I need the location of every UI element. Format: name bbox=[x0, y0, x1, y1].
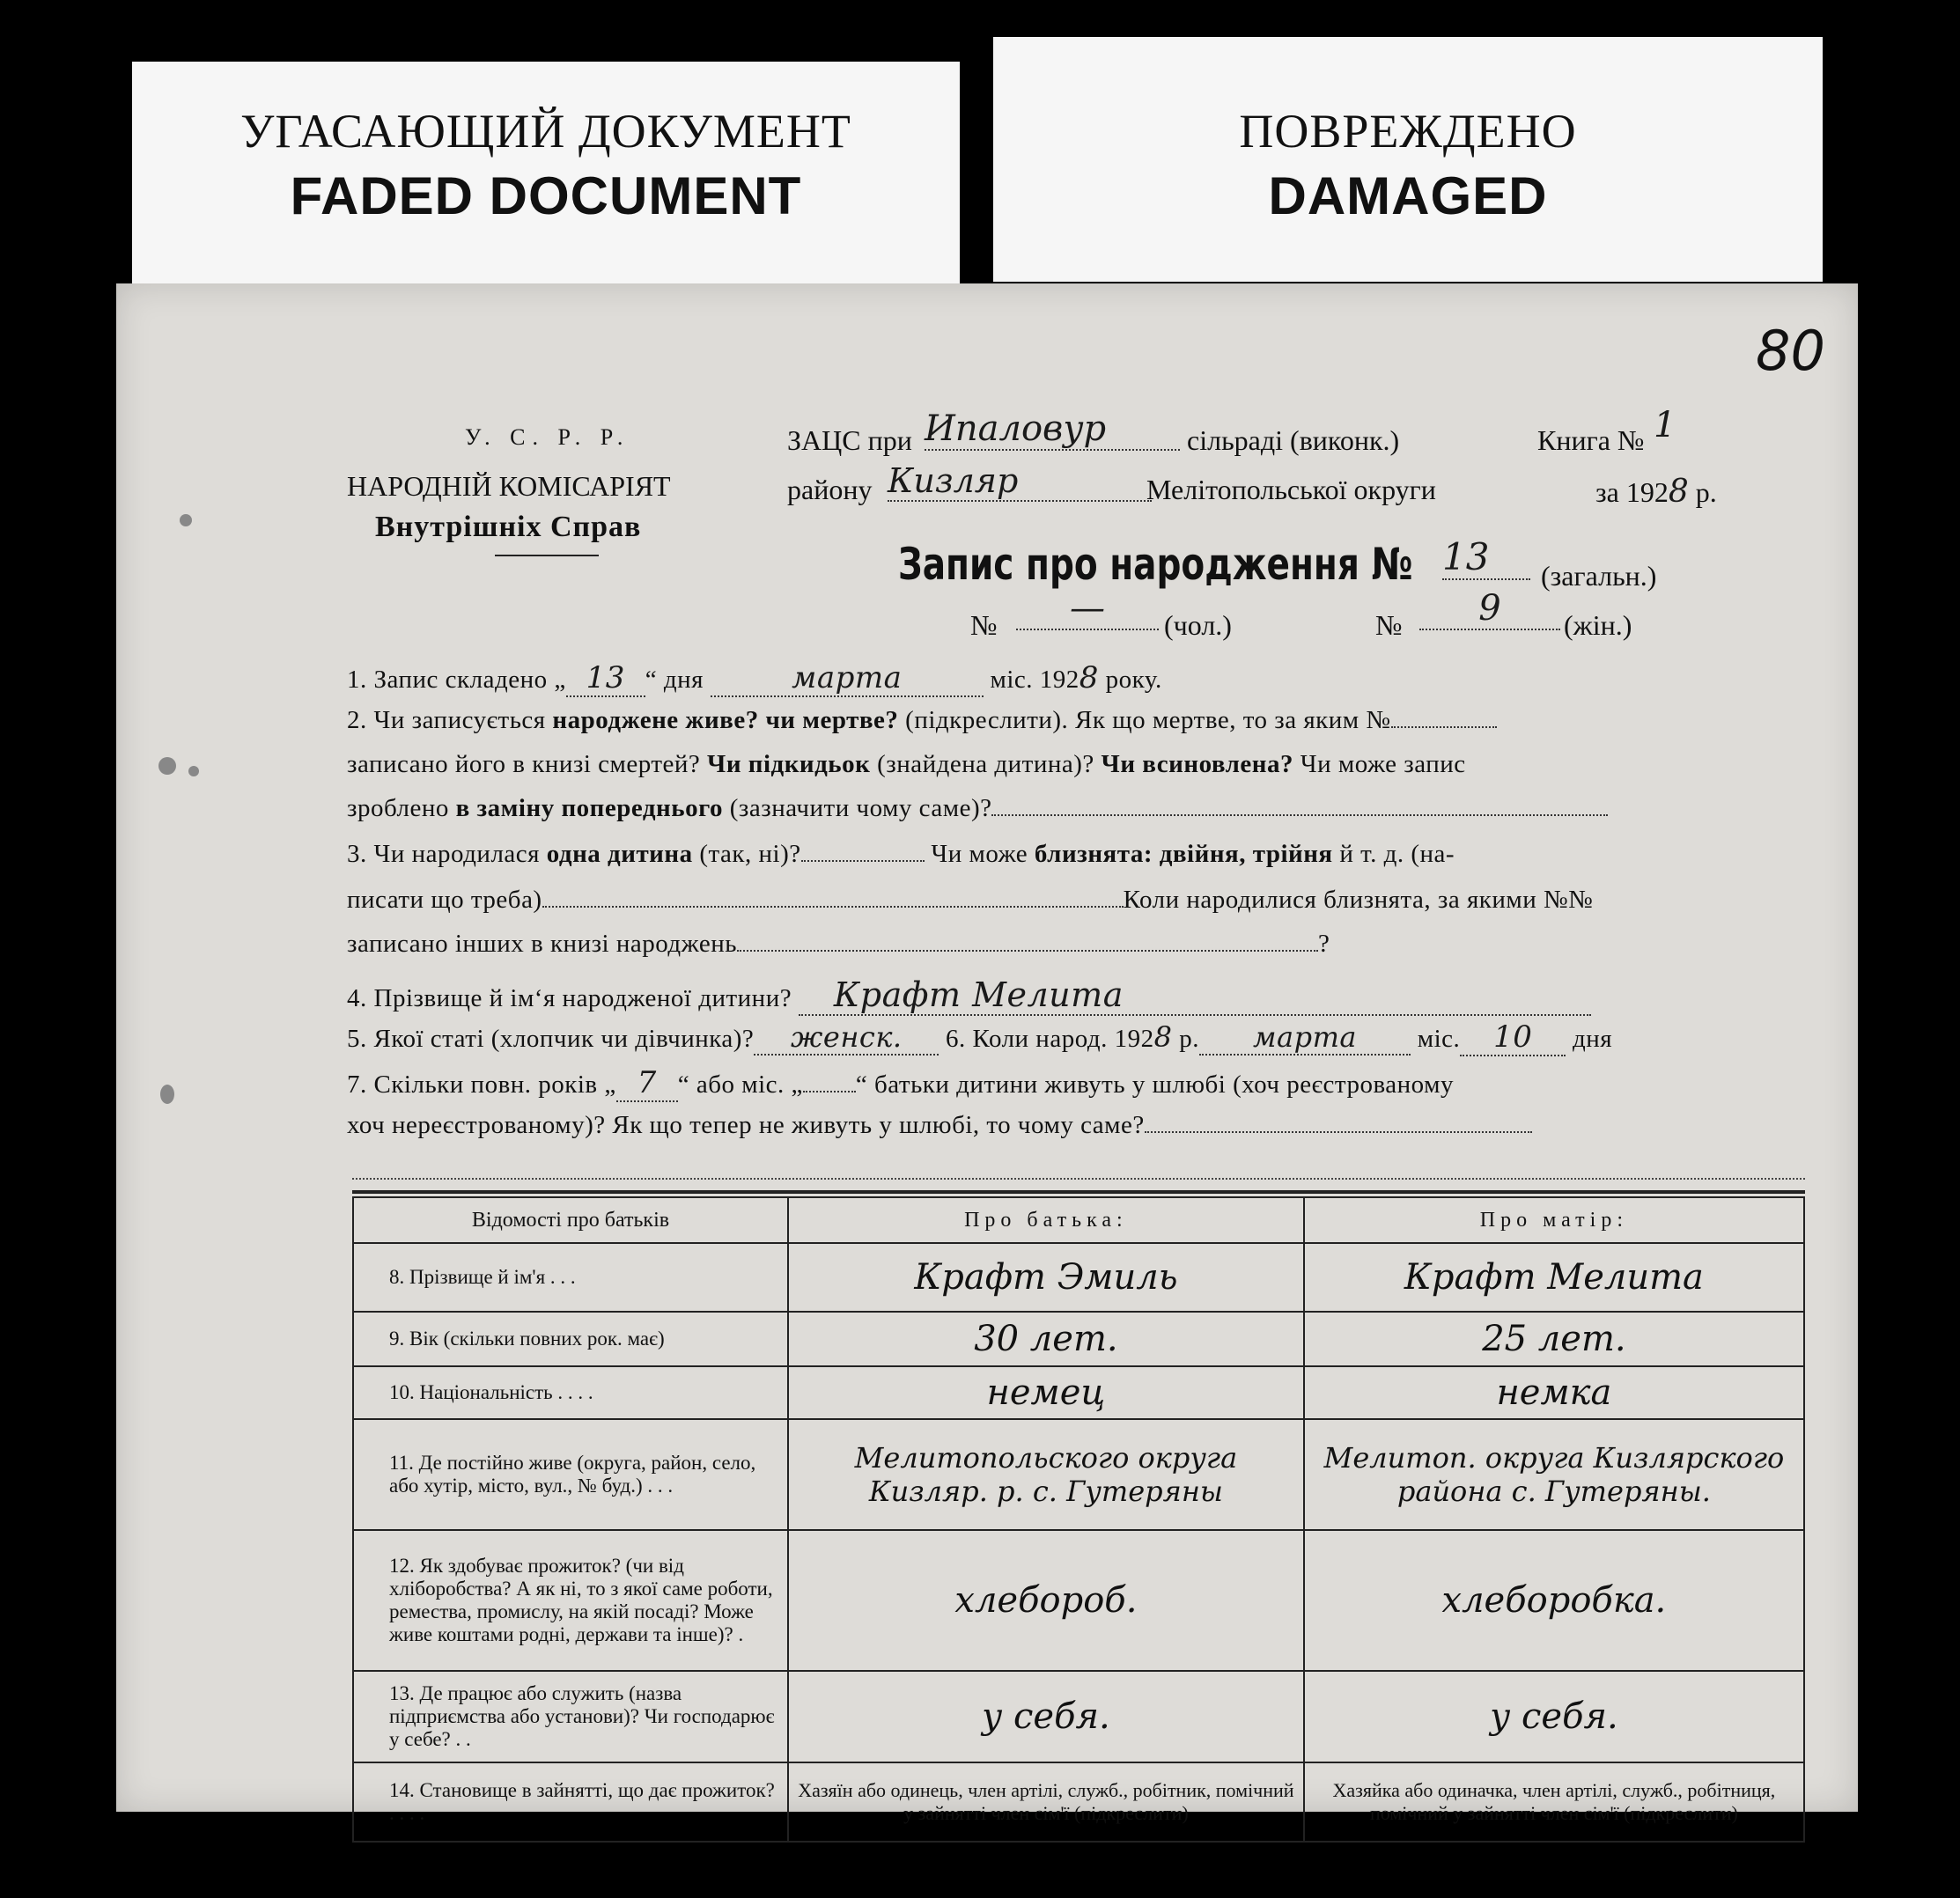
father-value: у себя. bbox=[788, 1671, 1304, 1762]
table-row bbox=[353, 1671, 1804, 1762]
page-number: 80 bbox=[1756, 319, 1825, 383]
father-value: Крафт Эмиль bbox=[788, 1243, 1304, 1312]
birth-record-form bbox=[116, 283, 1858, 1824]
paper-damage bbox=[160, 1085, 174, 1104]
table-row bbox=[353, 1762, 1804, 1842]
book-number: 1 bbox=[1654, 405, 1676, 445]
q3-line3: записано інших в книзі народжень ? bbox=[347, 930, 1330, 958]
row-question: 11. Де постійно живе (округа, район, село, або хутір, місто, вул., № буд.) . . . bbox=[353, 1419, 788, 1530]
row-question: 10. Національність . . . . bbox=[353, 1366, 788, 1419]
father-value: хлебороб. bbox=[788, 1530, 1304, 1671]
parents-table bbox=[352, 1196, 1805, 1843]
mother-value: Мелитоп. округа Кизлярского района с. Гутеряны. bbox=[1304, 1419, 1804, 1530]
district-field: Кизляр bbox=[888, 461, 1152, 502]
q5-q6-line: 5. Якої статі (хлопчик чи дівчинка)? женск. 6. Коли народ. 1928 р. марта міс. 10 дня bbox=[347, 1019, 1613, 1055]
department-header: Внутрішніх Справ bbox=[375, 511, 642, 543]
q7-line2: хоч нереєстрованому)? Як що тепер не живуть у шлюбі, то чому саме? bbox=[347, 1111, 1532, 1140]
zags-prefix: ЗАЦС при bbox=[787, 424, 912, 456]
damaged-document-label bbox=[993, 37, 1823, 282]
table-header: Відомості про батьків bbox=[353, 1197, 788, 1243]
table-row bbox=[353, 1243, 1804, 1312]
total-label: (загальн.) bbox=[1541, 560, 1657, 592]
row-question: 8. Прізвище й ім'я . . . bbox=[353, 1243, 788, 1312]
faded-label-ru: УГАСАЮЩИЙ ДОКУМЕНТ bbox=[240, 105, 851, 158]
father-value: Мелитопольского округа Кизляр. р. с. Гутеряны bbox=[788, 1419, 1304, 1530]
table-header: Про матір: bbox=[1304, 1197, 1804, 1243]
q3-line1: 3. Чи народилася одна дитина (так, ні)? Чи може близнята: двійня, трійня й т. д. (на- bbox=[347, 840, 1455, 868]
row-question: 13. Де працює або служить (назва підприємства або установи)? Чи господарює у себе? . . bbox=[353, 1671, 788, 1762]
damaged-label-en: DAMAGED bbox=[1268, 166, 1548, 225]
father-value: немец bbox=[788, 1366, 1304, 1419]
okrug-label: Мелітопольської округи bbox=[1146, 474, 1436, 505]
paper-damage bbox=[180, 514, 192, 526]
table-header: Про батька: bbox=[788, 1197, 1304, 1243]
table-header-row bbox=[353, 1197, 1804, 1243]
female-label: (жін.) bbox=[1564, 609, 1632, 641]
male-prefix: № bbox=[970, 609, 998, 641]
header-rule bbox=[495, 555, 599, 556]
mother-status-options: Хазяйка або одиначка, член артілі, служб., робітниця, помічний у зайнятті член сім'ї (підкреслити) bbox=[1304, 1762, 1804, 1842]
row-question: 14. Становище в зайнятті, що дає прожиток? . . . . bbox=[353, 1762, 788, 1842]
male-label: (чол.) bbox=[1164, 609, 1232, 641]
father-value: 30 лет. bbox=[788, 1312, 1304, 1366]
mother-value: Крафт Мелита bbox=[1304, 1243, 1804, 1312]
row-question: 12. Як здобуває прожиток? (чи від хліборобства? А як ні, то з якої саме роботи, ремества, промислу, на якій посаді? Може живе коштами родні, держави та інше)? . bbox=[353, 1530, 788, 1671]
child-name: Крафт Мелита bbox=[799, 975, 1591, 1016]
faded-document-label bbox=[132, 62, 960, 291]
faded-label-en: FADED DOCUMENT bbox=[290, 166, 802, 225]
q2-line2: записано його в книзі смертей? Чи підкидьок (знайдена дитина)? Чи всиновлена? Чи може запис bbox=[347, 750, 1466, 778]
damaged-label-ru: ПОВРЕЖДЕНО bbox=[1239, 105, 1577, 158]
book-label: Книга № bbox=[1537, 424, 1645, 456]
commissariat-header: НАРОДНІЙ КОМІСАРІЯТ bbox=[347, 470, 671, 502]
paper-damage bbox=[188, 766, 199, 776]
mother-value: хлеборобка. bbox=[1304, 1530, 1804, 1671]
village-field: Ипаловур bbox=[925, 408, 1180, 451]
total-number: 13 bbox=[1442, 535, 1530, 580]
year-prefix: за 1928 р. bbox=[1595, 474, 1717, 510]
mother-value: у себя. bbox=[1304, 1671, 1804, 1762]
table-row bbox=[353, 1366, 1804, 1419]
row-question: 9. Вік (скільки повних рок. має) bbox=[353, 1312, 788, 1366]
zags-suffix: сільраді (виконк.) bbox=[1187, 424, 1400, 456]
table-row bbox=[353, 1419, 1804, 1530]
table-top-rule bbox=[352, 1190, 1805, 1194]
mother-value: 25 лет. bbox=[1304, 1312, 1804, 1366]
female-prefix: № bbox=[1375, 609, 1403, 641]
paper-damage bbox=[158, 757, 176, 775]
q1-line: 1. Запис складено „ 13 “ дня марта міс. 1928 року. bbox=[347, 660, 1162, 695]
q2-line3: зроблено в заміну попереднього (зазначити чому саме)? bbox=[347, 794, 1608, 823]
q7-line1: 7. Скільки повн. років „ 7 “ або міс. „ “ батьки дитини живуть у шлюбі (хоч реєстрованому bbox=[347, 1065, 1454, 1100]
male-number: — bbox=[1016, 588, 1159, 630]
record-title: Запис про народження № bbox=[898, 539, 1413, 590]
female-number: 9 bbox=[1419, 588, 1560, 630]
table-row bbox=[353, 1312, 1804, 1366]
ussr-header: У. С. Р. Р. bbox=[465, 424, 630, 450]
table-row bbox=[353, 1530, 1804, 1671]
district-prefix: району bbox=[787, 474, 873, 505]
q3-line2: писати що треба) Коли народилися близнята, за якими №№ bbox=[347, 886, 1594, 914]
mother-value: немка bbox=[1304, 1366, 1804, 1419]
q4-line: 4. Прізвище й ім‘я народженої дитини? Крафт Мелита bbox=[347, 975, 1591, 1016]
separator-line bbox=[352, 1167, 1805, 1180]
q2-line1: 2. Чи записується народжене живе? чи мертве? (підкреслити). Як що мертве, то за яким № bbox=[347, 706, 1497, 735]
father-status-options: Хазяїн або одинець, член артілі, служб., робітник, помічний у зайнятті член сім'ї (підкреслити) bbox=[788, 1762, 1304, 1842]
